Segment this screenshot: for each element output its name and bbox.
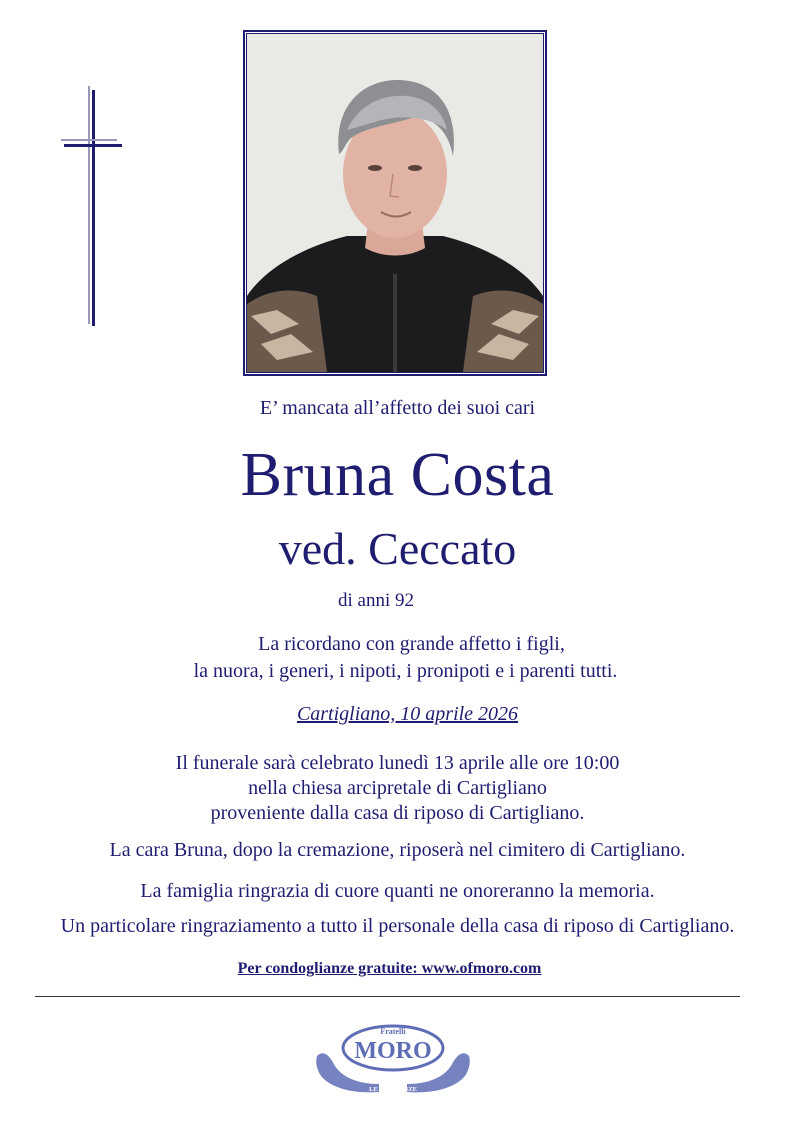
remembered-by-line-2: la nuora, i generi, i nipoti, i pronipoti e i parenti tutti. [193,660,618,682]
deceased-name: Bruna Costa [240,441,555,509]
thanks-line-2: Un particolare ringraziamento a tutto il personale della casa di riposo di Cartigliano. [60,915,735,937]
cross-icon-bar [64,144,122,147]
portrait-photo [246,33,544,373]
condolences-link[interactable]: Per condoglianze gratuite: www.ofmoro.com [237,960,542,977]
funeral-line-1: Il funerale sarà celebrato lunedì 13 aprile alle ore 10:00 [175,752,620,774]
divider [35,996,740,997]
portrait-image [247,34,543,372]
widow-of: ved. Ceccato [278,523,517,574]
logo-top-text: Fratelli [380,1027,406,1036]
resting-place: La cara Bruna, dopo la cremazione, riposerà nel cimitero di Cartigliano. [109,839,686,861]
cross-icon [92,90,95,326]
funeral-line-2: nella chiesa arcipretale di Cartigliano [248,777,547,799]
logo-bottom-text: LE ONORANZE [369,1086,417,1093]
logo-main-text: MORO [354,1038,432,1064]
intro-line: E’ mancata all’affetto dei suoi cari [259,397,536,419]
remembered-by-line-1: La ricordano con grande affetto i figli, [258,633,565,655]
thanks-line-1: La famiglia ringrazia di cuore quanti ne onoreranno la memoria. [140,880,655,902]
moro-logo [313,1020,473,1100]
age: di anni 92 [338,590,414,611]
place-date: Cartigliano, 10 aprile 2026 [296,703,519,725]
cross-icon-shadow-vertical [88,86,90,324]
funeral-line-3: proveniente dalla casa di riposo di Cartigliano. [210,802,585,824]
cross-icon-shadow-horizontal [61,139,117,141]
